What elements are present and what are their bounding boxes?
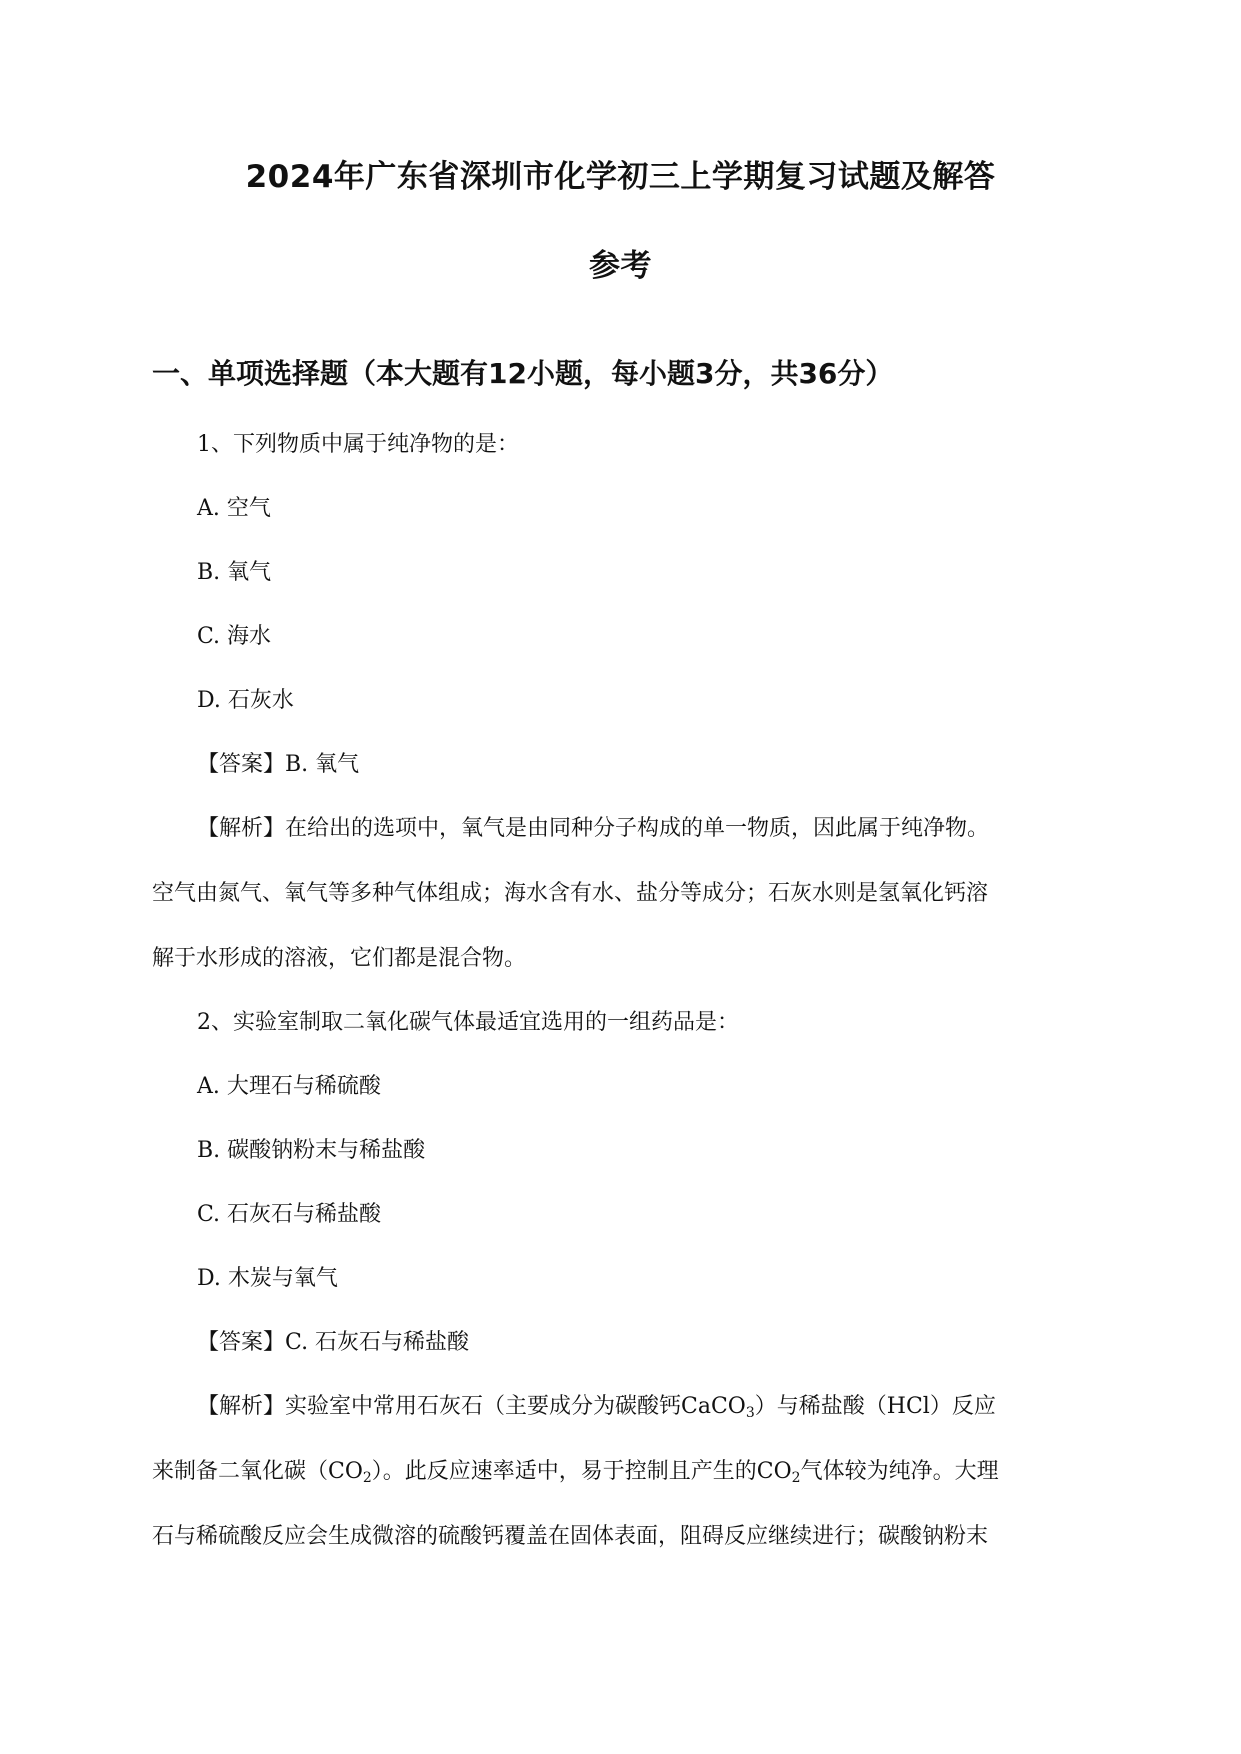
analysis-line — [152, 1456, 1097, 1521]
analysis-text: ）与稀盐酸（HCl）反应 — [754, 1394, 996, 1419]
subscript: 2 — [362, 1470, 372, 1486]
analysis-line: 石与稀硫酸反应会生成微溶的硫酸钙覆盖在固体表面，阻碍反应继续进行；碳酸钠粉末 — [152, 1524, 989, 1549]
document-body — [152, 429, 1097, 1585]
analysis-line — [152, 813, 1097, 878]
question-2-stem: 2、实验室制取二氧化碳气体最适宜选用的一组药品是： — [197, 1010, 739, 1035]
analysis-text: 实验室中常用石灰石（主要成分为碳酸钙CaCO — [285, 1394, 746, 1419]
analysis-text: 来制备二氧化碳（CO — [152, 1459, 363, 1484]
subscript: 3 — [745, 1405, 755, 1421]
question-1-option-a: A. 空气 — [197, 496, 271, 521]
answer-text: C. 石灰石与稀盐酸 — [285, 1330, 470, 1355]
document-title-continued: 参考 — [589, 248, 652, 284]
analysis-line — [152, 1391, 1097, 1456]
analysis-label: 【解析】 — [197, 1394, 286, 1419]
question-1-answer — [152, 749, 1097, 781]
answer-text: B. 氧气 — [285, 752, 360, 777]
analysis-text: 气体较为纯净。大理 — [800, 1459, 999, 1484]
question-2-option-d: D. 木炭与氧气 — [197, 1266, 338, 1291]
question-1-stem: 1、下列物质中属于纯净物的是： — [197, 432, 519, 457]
answer-label: 【答案】 — [197, 1330, 286, 1355]
question-1-analysis — [152, 813, 1097, 975]
analysis-text: ）。此反应速率适中，易于控制且产生的CO — [371, 1459, 792, 1484]
analysis-line: 空气由氮气、氧气等多种气体组成；海水含有水、盐分等成分；石灰水则是氢氧化钙溶 — [152, 881, 989, 906]
question-2-answer — [152, 1327, 1097, 1359]
question-2-option-b: B. 碳酸钠粉末与稀盐酸 — [197, 1138, 426, 1163]
answer-label: 【答案】 — [197, 752, 286, 777]
question-1-option-d: D. 石灰水 — [197, 688, 294, 713]
analysis-text: 在给出的选项中，氧气是由同种分子构成的单一物质，因此属于纯净物。 — [285, 816, 990, 841]
subscript: 2 — [791, 1470, 801, 1486]
question-2-option-c: C. 石灰石与稀盐酸 — [197, 1202, 382, 1227]
analysis-label: 【解析】 — [197, 816, 286, 841]
question-2-option-a: A. 大理石与稀硫酸 — [197, 1074, 381, 1099]
section-heading: 一、单项选择题（本大题有12小题，每小题3分，共36分） — [152, 357, 894, 390]
question-1-option-b: B. 氧气 — [197, 560, 272, 585]
document-title: 2024年广东省深圳市化学初三上学期复习试题及解答 — [245, 159, 996, 195]
analysis-line: 解于水形成的溶液，它们都是混合物。 — [152, 946, 527, 971]
question-2-analysis — [152, 1391, 1097, 1553]
question-1-option-c: C. 海水 — [197, 624, 272, 649]
